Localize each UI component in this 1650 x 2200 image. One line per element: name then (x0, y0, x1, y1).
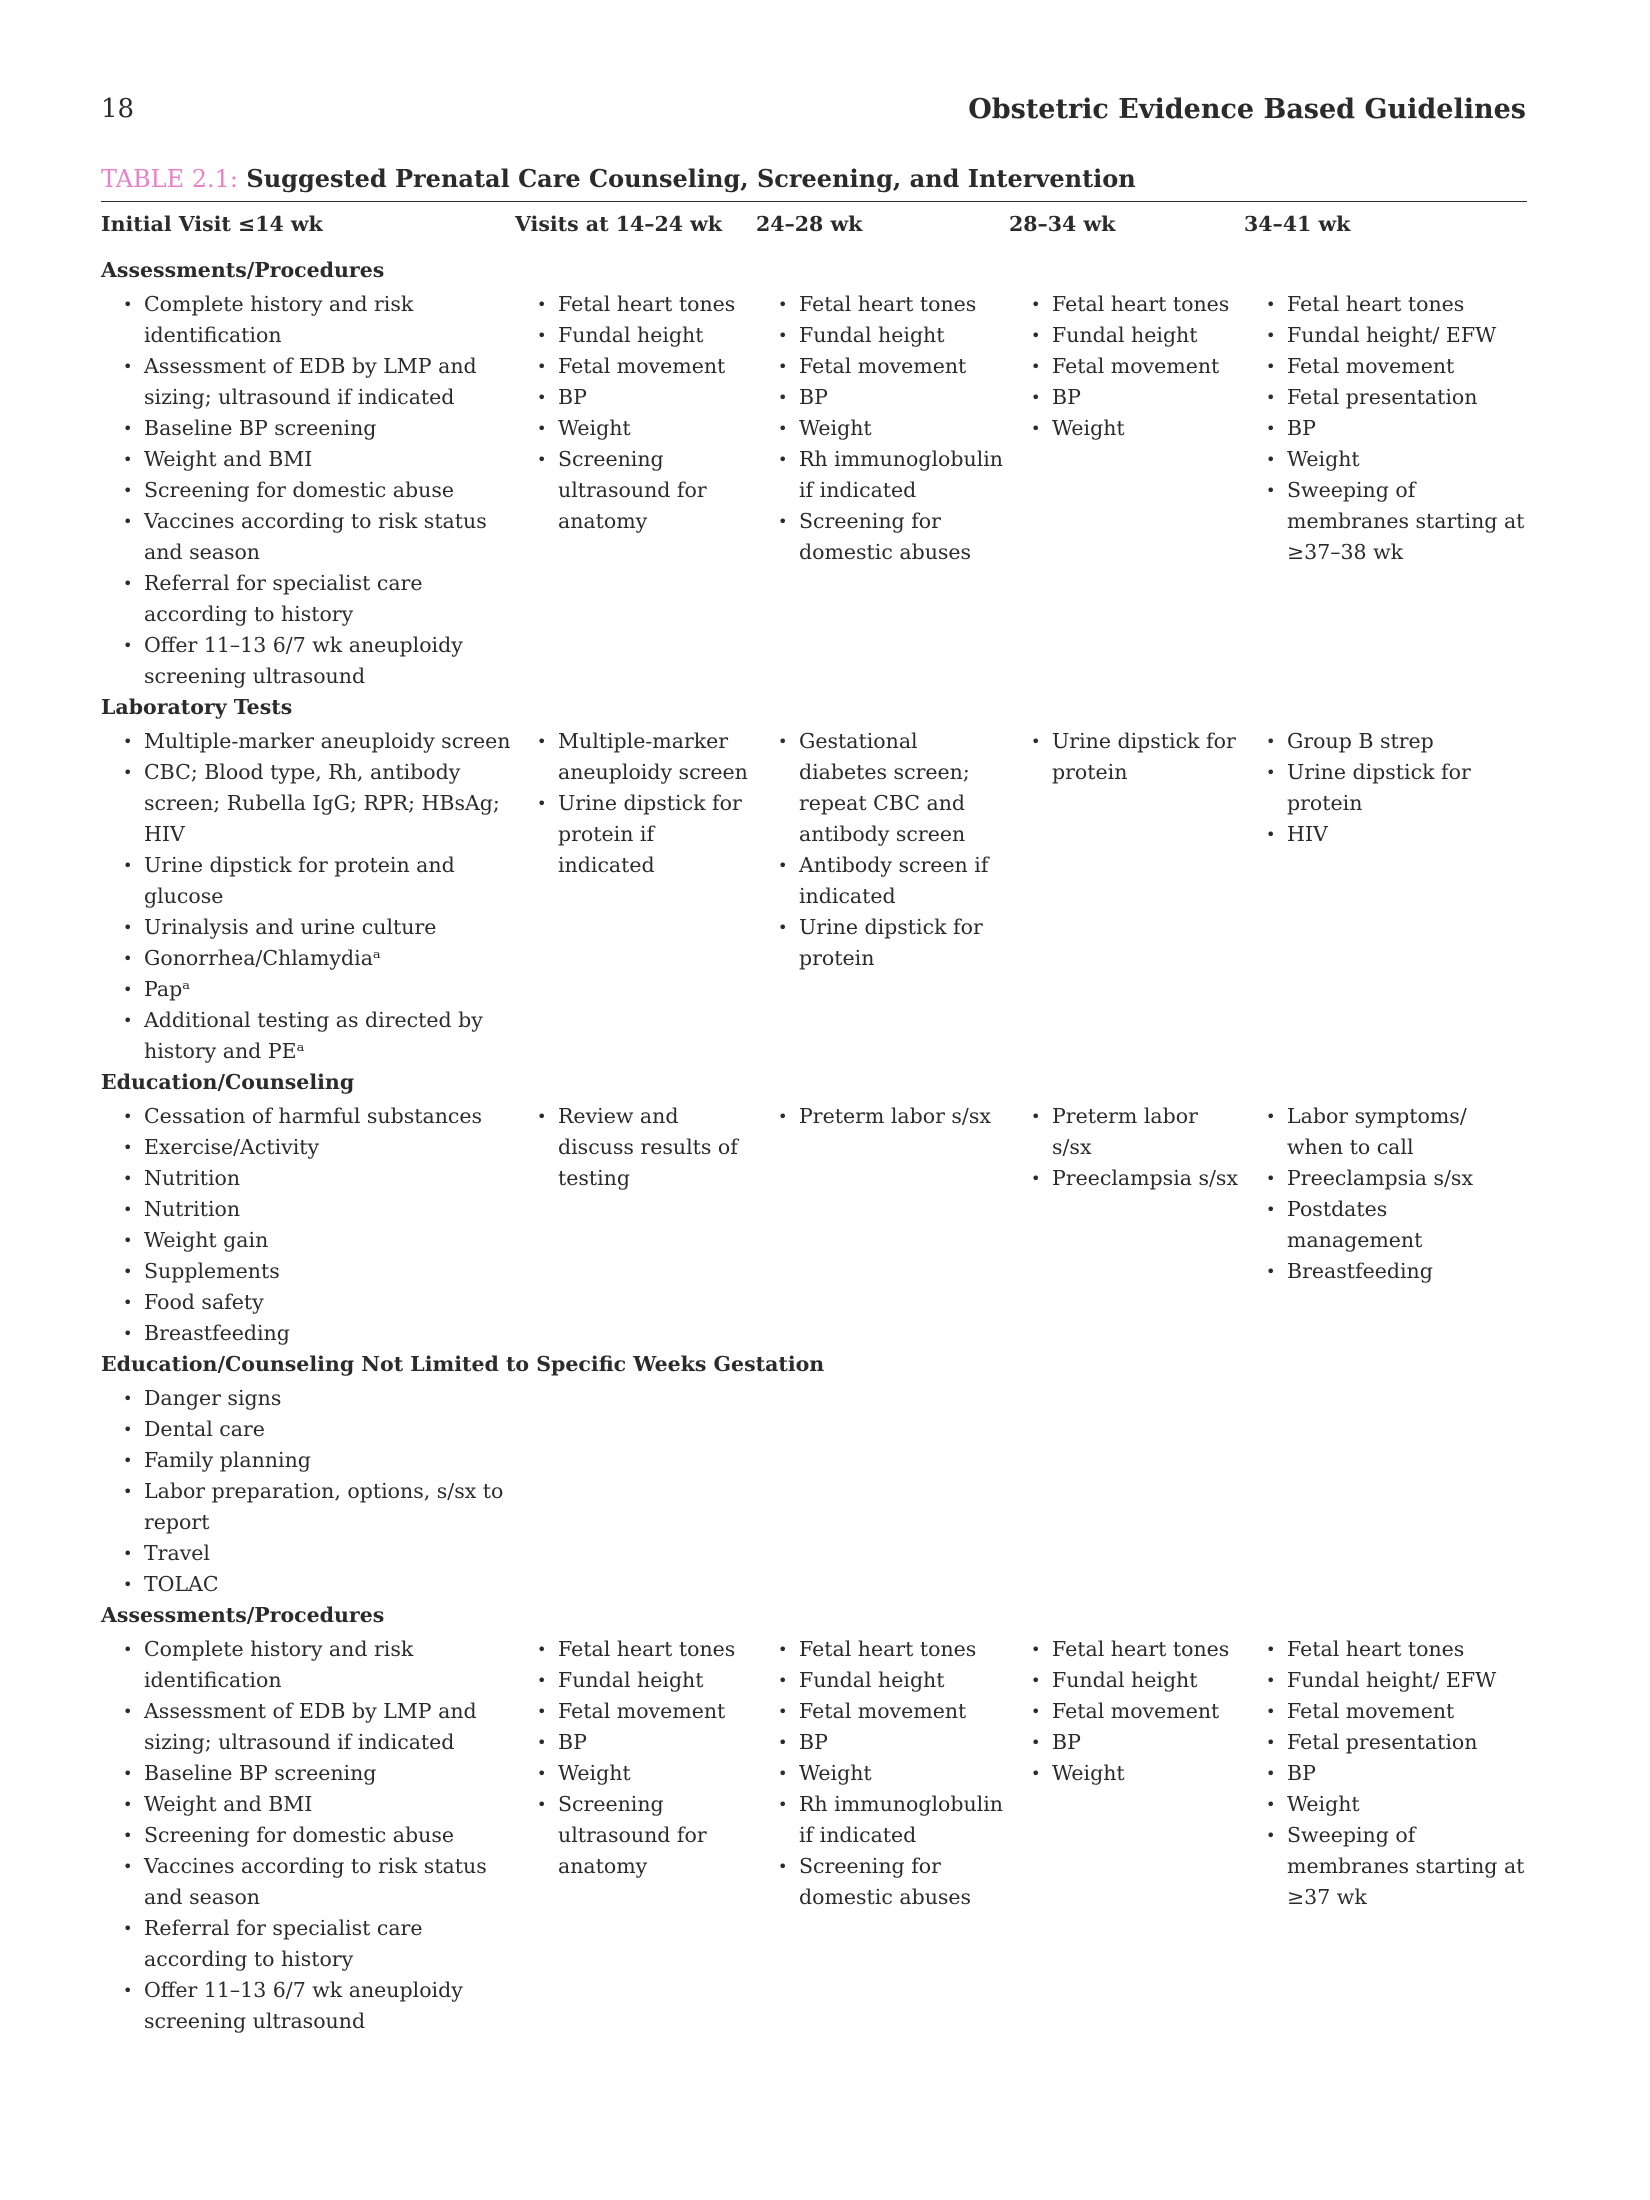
list-item: • Weight (1009, 413, 1239, 444)
column-header-34-41-wk: 34–41 wk (1244, 212, 1351, 236)
list-item: • Fundal height (515, 320, 751, 351)
list-item: • Screening for domestic abuses (756, 1851, 1004, 1913)
list-item: • Urine dipstick for protein (1244, 757, 1527, 819)
table-title: Suggested Prenatal Care Counseling, Screening, and Intervention (246, 164, 1136, 193)
section-row (101, 289, 1527, 692)
list-item: • Weight (515, 413, 751, 444)
list-item: • Group B strep (1244, 726, 1527, 757)
bullet-list (1009, 1101, 1239, 1194)
list-item: • Weight (756, 1758, 1004, 1789)
list-item: • Breastfeeding (101, 1318, 511, 1349)
list-item: • Fetal movement (756, 351, 1004, 382)
list-item: • Preeclampsia s/sx (1009, 1163, 1239, 1194)
list-item: • Fetal movement (515, 1696, 751, 1727)
list-item: • Weight (1244, 444, 1527, 475)
list-item: • Fetal movement (515, 351, 751, 382)
section-row (101, 1101, 1527, 1349)
list-item: • Offer 11–13 6/7 wk aneuploidy screening ultrasound (101, 1975, 511, 2037)
list-item: • Multiple-marker aneuploidy screen (515, 726, 751, 788)
list-item: • BP (756, 1727, 1004, 1758)
bullet-list (1009, 289, 1239, 444)
list-item: • Weight and BMI (101, 1789, 511, 1820)
list-item: • Food safety (101, 1287, 511, 1318)
list-item: • BP (756, 382, 1004, 413)
cell-24-28-wk (756, 726, 1004, 974)
section-row (101, 1383, 1527, 1600)
cell-initial-visit (101, 726, 511, 1067)
list-item: • Assessment of EDB by LMP and sizing; ultrasound if indicated (101, 1696, 511, 1758)
list-item: • Fundal height/ EFW (1244, 320, 1527, 351)
bullet-list (101, 726, 511, 1067)
list-item: • Weight (515, 1758, 751, 1789)
list-item: • Cessation of harmful substances (101, 1101, 511, 1132)
list-item: • Screening for domestic abuses (756, 506, 1004, 568)
list-item: • Fetal heart tones (1244, 1634, 1527, 1665)
bullet-list (1009, 726, 1239, 788)
list-item: • Fetal heart tones (515, 289, 751, 320)
list-item: • Vaccines according to risk status and season (101, 1851, 511, 1913)
list-item: • BP (1009, 1727, 1239, 1758)
list-item: • Weight (756, 413, 1004, 444)
list-item: • Screening for domestic abuse (101, 1820, 511, 1851)
list-item: • Preeclampsia s/sx (1244, 1163, 1527, 1194)
list-item: • Urine dipstick for protein (1009, 726, 1239, 788)
list-item: • Fundal height/ EFW (1244, 1665, 1527, 1696)
cell-initial-visit (101, 1101, 511, 1349)
bullet-list (756, 1634, 1004, 1913)
list-item: • Travel (101, 1538, 511, 1569)
cell-28-34-wk (1009, 1101, 1239, 1194)
list-item: • Danger signs (101, 1383, 511, 1414)
list-item: • Screening for domestic abuse (101, 475, 511, 506)
list-item: • Fetal heart tones (1244, 289, 1527, 320)
cell-initial-visit (101, 1634, 511, 2037)
list-item: • Fundal height (756, 320, 1004, 351)
list-item: • Complete history and risk identification (101, 1634, 511, 1696)
list-item: • Referral for specialist care according to history (101, 568, 511, 630)
list-item: • Fetal movement (1009, 351, 1239, 382)
list-item: • Offer 11–13 6/7 wk aneuploidy screening ultrasound (101, 630, 511, 692)
bullet-list (515, 1634, 751, 1882)
list-item: • Vaccines according to risk status and season (101, 506, 511, 568)
list-item: • Baseline BP screening (101, 413, 511, 444)
list-item: • CBC; Blood type, Rh, antibody screen; Rubella IgG; RPR; HBsAg; HIV (101, 757, 511, 850)
list-item: • Papᵃ (101, 974, 511, 1005)
section-row (101, 726, 1527, 1067)
list-item: • Urine dipstick for protein and glucose (101, 850, 511, 912)
list-item: • Sweeping of membranes starting at ≥37 wk (1244, 1820, 1527, 1913)
cell-34-41-wk (1244, 289, 1527, 568)
cell-initial-visit (101, 289, 511, 692)
list-item: • Sweeping of membranes starting at ≥37–38 wk (1244, 475, 1527, 568)
list-item: • Urine dipstick for protein (756, 912, 1004, 974)
list-item: • Fetal heart tones (756, 289, 1004, 320)
bullet-list (1244, 1101, 1527, 1287)
cell-28-34-wk (1009, 726, 1239, 788)
section-heading: Assessments/Procedures (101, 1603, 385, 1627)
list-item: • Screening ultrasound for anatomy (515, 1789, 751, 1882)
bullet-list (515, 726, 751, 881)
list-item: • Weight and BMI (101, 444, 511, 475)
cell-34-41-wk (1244, 1634, 1527, 1913)
list-item: • Fundal height (756, 1665, 1004, 1696)
table-label: TABLE 2.1: (101, 165, 239, 193)
list-item: • Referral for specialist care according to history (101, 1913, 511, 1975)
list-item: • Multiple-marker aneuploidy screen (101, 726, 511, 757)
table-body (101, 255, 1527, 2037)
list-item: • Supplements (101, 1256, 511, 1287)
running-head: Obstetric Evidence Based Guidelines (968, 94, 1526, 125)
bullet-list (101, 1634, 511, 2037)
list-item: • Postdates management (1244, 1194, 1527, 1256)
list-item: • Complete history and risk identification (101, 289, 511, 351)
list-item: • Fetal presentation (1244, 382, 1527, 413)
list-item: • Screening ultrasound for anatomy (515, 444, 751, 537)
bullet-list (101, 1101, 511, 1349)
cell-28-34-wk (1009, 1634, 1239, 1789)
table-caption (101, 164, 1136, 193)
list-item: • Fundal height (1009, 1665, 1239, 1696)
list-item: • Fetal movement (756, 1696, 1004, 1727)
cell-24-28-wk (756, 289, 1004, 568)
list-item: • Rh immunoglobulin if indicated (756, 444, 1004, 506)
section-heading: Laboratory Tests (101, 695, 293, 719)
section-heading: Education/Counseling Not Limited to Specific Weeks Gestation (101, 1352, 825, 1376)
list-item: • Preterm labor s/sx (1009, 1101, 1239, 1163)
bullet-list (101, 1383, 511, 1600)
list-item: • Urine dipstick for protein if indicated (515, 788, 751, 881)
column-header-14-24-wk: Visits at 14–24 wk (515, 212, 722, 236)
list-item: • Weight (1009, 1758, 1239, 1789)
column-header-24-28-wk: 24–28 wk (756, 212, 863, 236)
list-item: • Fetal movement (1244, 1696, 1527, 1727)
cell-14-24-wk (515, 1634, 751, 1882)
list-item: • Gestational diabetes screen; repeat CBC and antibody screen (756, 726, 1004, 850)
bullet-list (756, 289, 1004, 568)
bullet-list (756, 726, 1004, 974)
list-item: • Fetal heart tones (1009, 1634, 1239, 1665)
cell-34-41-wk (1244, 726, 1527, 850)
cell-24-28-wk (756, 1101, 1004, 1132)
list-item: • Fundal height (1009, 320, 1239, 351)
cell-28-34-wk (1009, 289, 1239, 444)
list-item: • Fetal heart tones (756, 1634, 1004, 1665)
list-item: • Breastfeeding (1244, 1256, 1527, 1287)
list-item: • Preterm labor s/sx (756, 1101, 1004, 1132)
list-item: • Nutrition (101, 1194, 511, 1225)
section-row (101, 1634, 1527, 2037)
list-item: • Exercise/Activity (101, 1132, 511, 1163)
list-item: • Antibody screen if indicated (756, 850, 1004, 912)
cell-14-24-wk (515, 726, 751, 881)
list-item: • Fetal movement (1009, 1696, 1239, 1727)
column-header-initial-visit: Initial Visit ≤14 wk (101, 212, 323, 236)
list-item: • Labor preparation, options, s/sx to report (101, 1476, 511, 1538)
bullet-list (101, 289, 511, 692)
cell-initial-visit (101, 1383, 511, 1600)
cell-34-41-wk (1244, 1101, 1527, 1287)
cell-14-24-wk (515, 289, 751, 537)
bullet-list (515, 289, 751, 537)
list-item: • Nutrition (101, 1163, 511, 1194)
list-item: • Labor symptoms/ when to call (1244, 1101, 1527, 1163)
bullet-list (1244, 289, 1527, 568)
list-item: • Baseline BP screening (101, 1758, 511, 1789)
list-item: • Fetal presentation (1244, 1727, 1527, 1758)
list-item: • Urinalysis and urine culture (101, 912, 511, 943)
bullet-list (1009, 1634, 1239, 1789)
bullet-list (1244, 1634, 1527, 1913)
cell-24-28-wk (756, 1634, 1004, 1913)
list-item: • Fetal heart tones (1009, 289, 1239, 320)
section-heading: Education/Counseling (101, 1070, 355, 1094)
cell-14-24-wk (515, 1101, 751, 1194)
list-item: • Weight gain (101, 1225, 511, 1256)
column-header-28-34-wk: 28–34 wk (1009, 212, 1116, 236)
page-number: 18 (101, 94, 135, 124)
bullet-list (515, 1101, 751, 1194)
list-item: • BP (1244, 1758, 1527, 1789)
list-item: • Additional testing as directed by history and PEᵃ (101, 1005, 511, 1067)
bullet-list (756, 1101, 1004, 1132)
bullet-list (1244, 726, 1527, 850)
list-item: • BP (1009, 382, 1239, 413)
table-top-rule (101, 201, 1527, 202)
list-item: • Fetal heart tones (515, 1634, 751, 1665)
list-item: • Gonorrhea/Chlamydiaᵃ (101, 943, 511, 974)
list-item: • Review and discuss results of testing (515, 1101, 751, 1194)
list-item: • BP (515, 1727, 751, 1758)
list-item: • BP (515, 382, 751, 413)
list-item: • Fundal height (515, 1665, 751, 1696)
list-item: • Fetal movement (1244, 351, 1527, 382)
list-item: • BP (1244, 413, 1527, 444)
list-item: • Dental care (101, 1414, 511, 1445)
list-item: • Family planning (101, 1445, 511, 1476)
section-heading: Assessments/Procedures (101, 258, 385, 282)
list-item: • Assessment of EDB by LMP and sizing; ultrasound if indicated (101, 351, 511, 413)
list-item: • HIV (1244, 819, 1527, 850)
list-item: • Rh immunoglobulin if indicated (756, 1789, 1004, 1851)
list-item: • Weight (1244, 1789, 1527, 1820)
list-item: • TOLAC (101, 1569, 511, 1600)
